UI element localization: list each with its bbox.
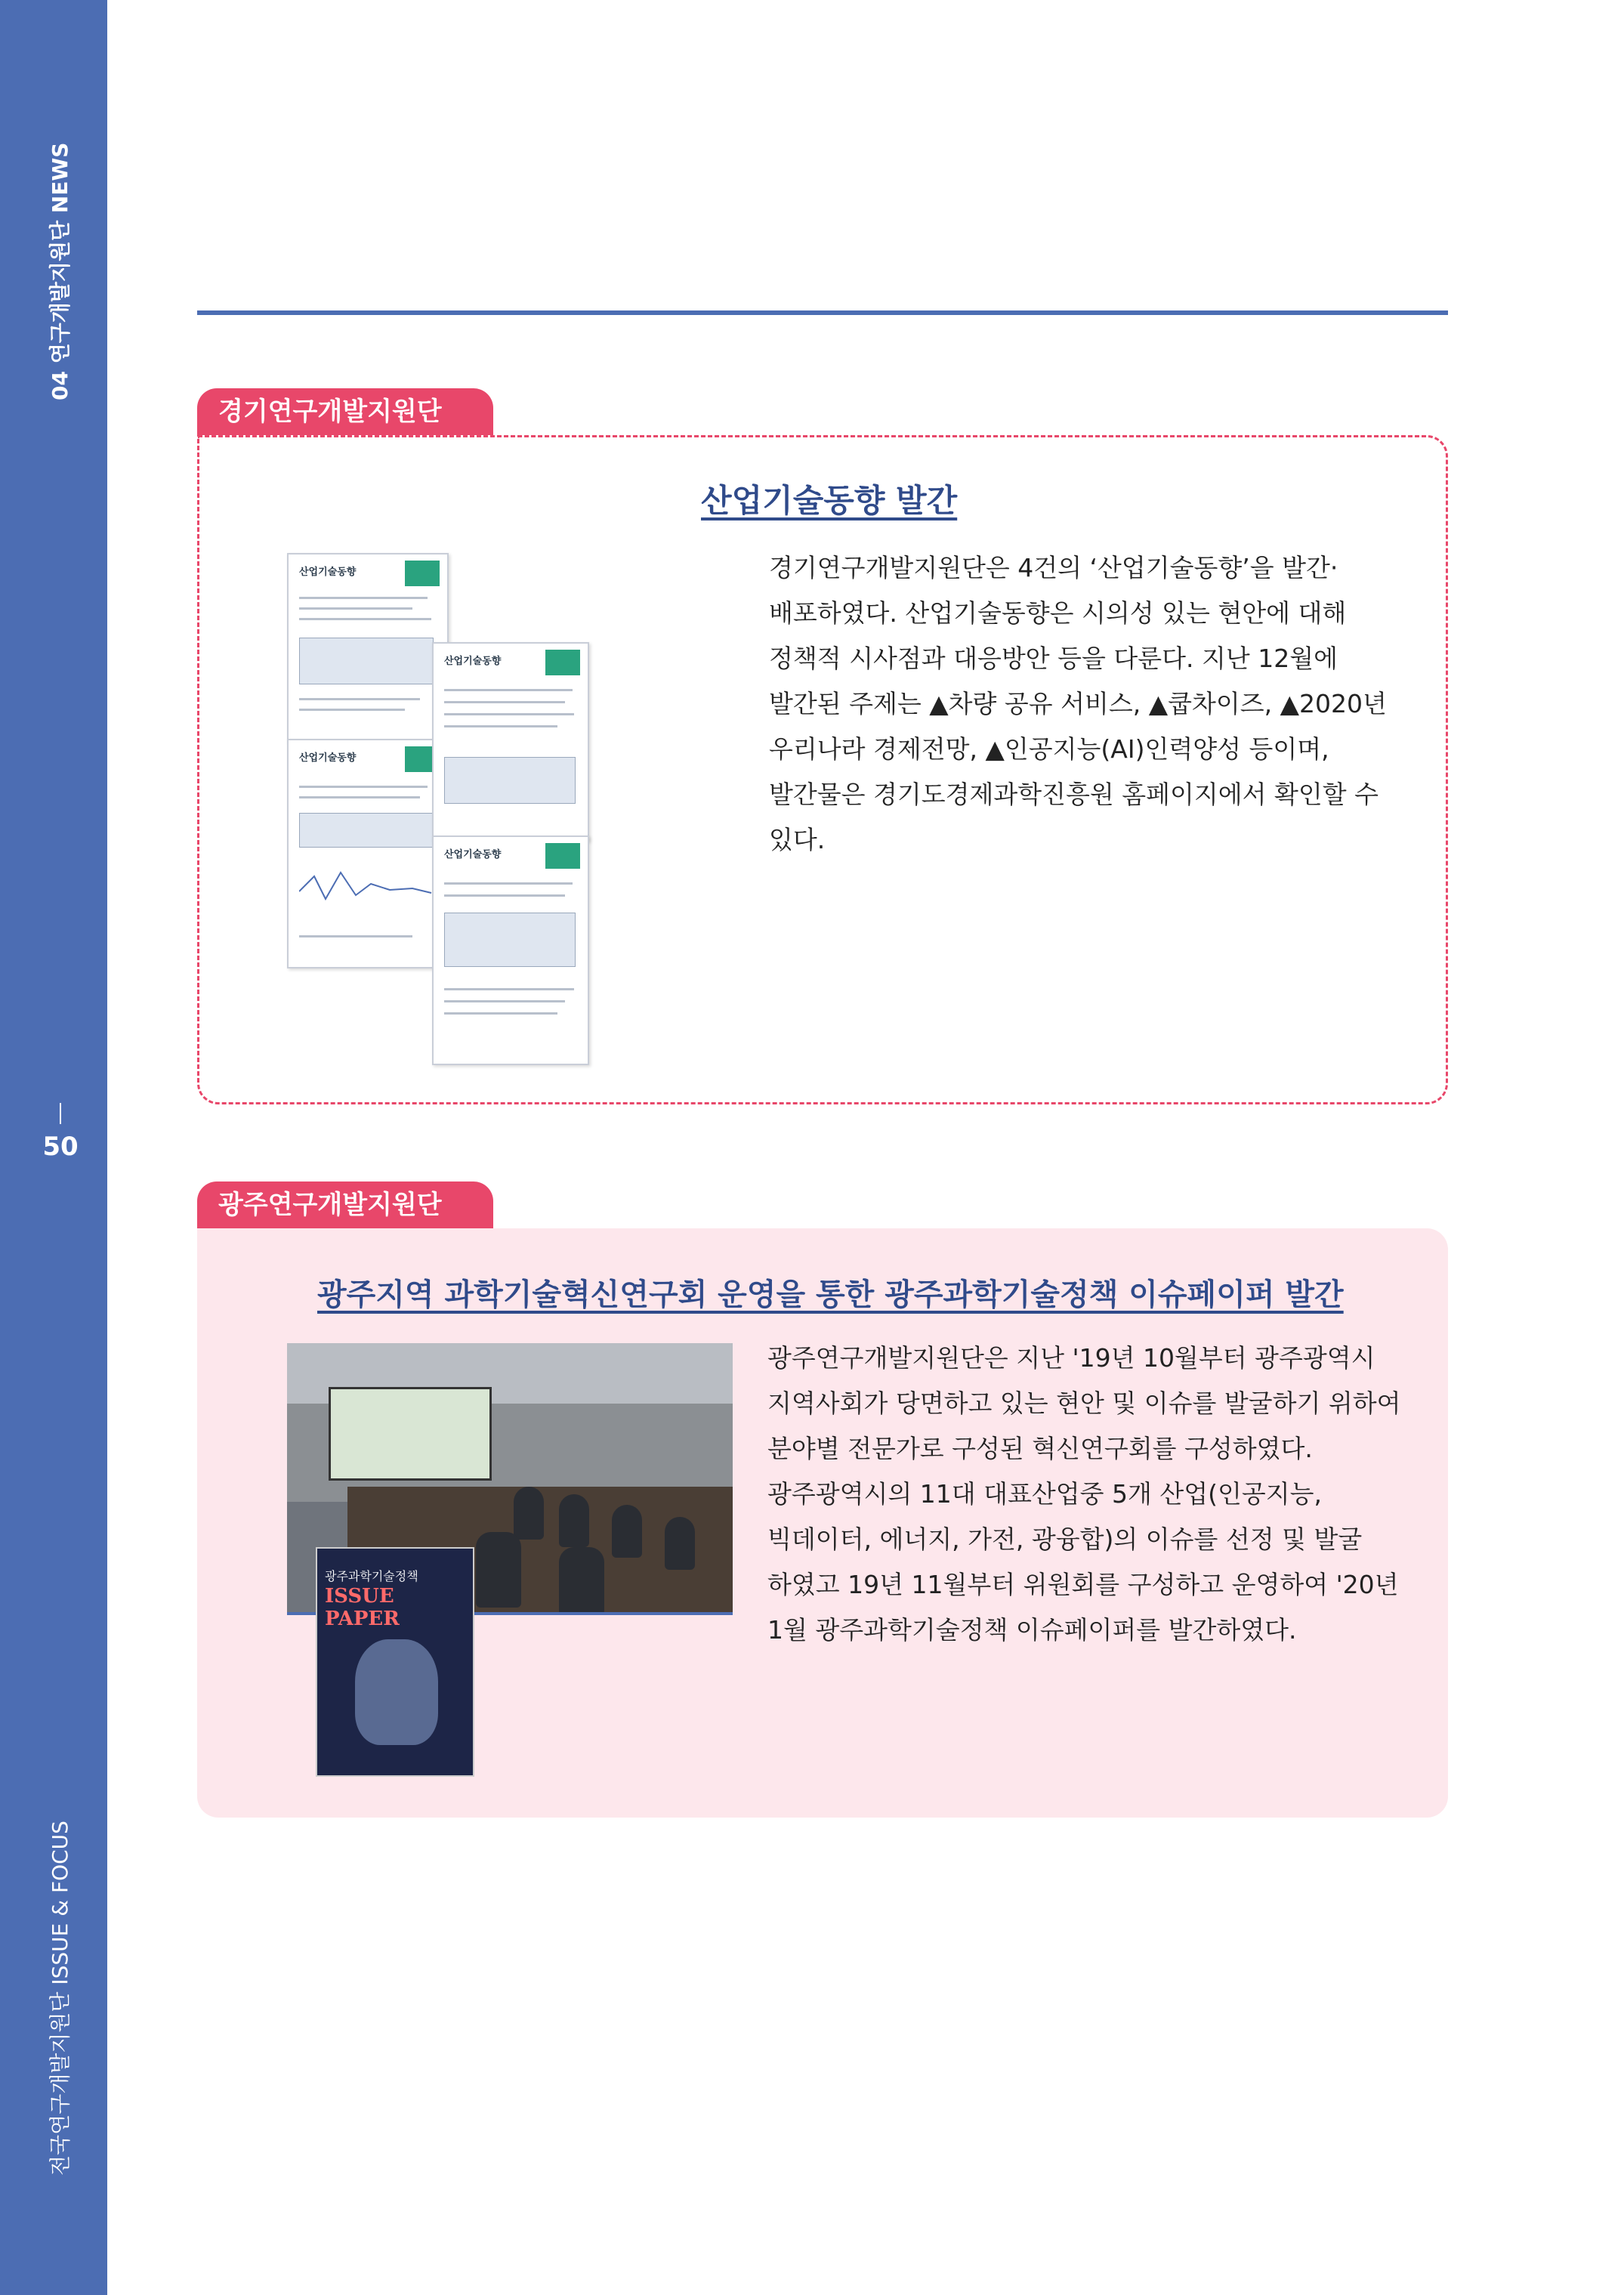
- report-thumbnail-title: 산업기술동향: [299, 752, 357, 764]
- gwangju-tab: 광주연구개발지원단: [197, 1181, 493, 1228]
- report-thumbnail-title: 산업기술동향: [444, 656, 502, 667]
- gyeonggi-tab: 경기연구개발지원단: [197, 388, 493, 435]
- body-line: 광주광역시의 11대 대표산업중 5개 산업(인공지능,: [767, 1479, 1322, 1509]
- report-thumbnail-title: 산업기술동향: [444, 849, 502, 860]
- report-thumbnail-1: [287, 553, 449, 742]
- body-line: 발간된 주제는 ▲차량 공유 서비스, ▲쿱차이즈, ▲2020년: [769, 689, 1387, 718]
- page-number-tick: [60, 1103, 61, 1124]
- report-thumbnail-3: [432, 642, 589, 842]
- report-thumbnail-4: [432, 836, 589, 1065]
- page-number: 50: [42, 1132, 79, 1162]
- publication-label: 전국연구개발지원단 ISSUE & FOCUS: [48, 1821, 73, 2176]
- robot-hand-image: [355, 1639, 438, 1745]
- body-line: 지역사회가 당면하고 있는 현안 및 이슈를 발굴하기 위하여: [767, 1388, 1401, 1418]
- body-line: 정책적 시사점과 대응방안 등을 다룬다. 지난 12월에: [769, 644, 1338, 673]
- gwangju-body: [767, 1336, 1401, 1653]
- gwangju-title: 광주지역 과학기술혁신연구회 운영을 통한 광주과학기술정책 이슈페이퍼 발간: [317, 1277, 1344, 1312]
- body-line: 1월 광주과학기술정책 이슈페이퍼를 발간하였다.: [767, 1615, 1297, 1645]
- gyeonggi-body: [769, 545, 1388, 863]
- report-thumbnail-2: [287, 739, 449, 968]
- projection-screen: [329, 1387, 492, 1481]
- report-badge: [545, 843, 580, 869]
- body-line: 분야별 전문가로 구성된 혁신연구회를 구성하였다.: [767, 1434, 1313, 1463]
- gyeonggi-title: 산업기술동향 발간: [701, 482, 958, 519]
- report-badge: [545, 650, 580, 675]
- issue-paper-cover: [316, 1547, 474, 1777]
- trend-line-graphic: [299, 861, 435, 914]
- report-thumbnail-title: 산업기술동향: [299, 567, 357, 578]
- body-line: 배포하였다. 산업기술동향은 시의성 있는 현안에 대해: [769, 598, 1347, 628]
- body-line: 우리나라 경제전망, ▲인공지능(AI)인력양성 등이며,: [769, 734, 1329, 764]
- cover-subtitle: 광주과학기술정책: [325, 1569, 418, 1583]
- report-badge: [405, 561, 440, 586]
- body-line: 빅데이터, 에너지, 가전, 광융합)의 이슈를 선정 및 발굴: [767, 1524, 1363, 1554]
- body-line: 발간물은 경기도경제과학진흥원 홈페이지에서 확인할 수: [769, 780, 1379, 809]
- body-line: 있다.: [769, 825, 826, 854]
- top-divider: [197, 310, 1448, 315]
- body-line: 광주연구개발지원단은 지난 '19년 10월부터 광주광역시: [767, 1343, 1375, 1373]
- cover-title: ISSUE PAPER: [325, 1585, 400, 1630]
- body-line: 하였고 19년 11월부터 위원회를 구성하고 운영하여 '20년: [767, 1570, 1399, 1599]
- section-label: 04 연구개발지원단 NEWS: [48, 142, 73, 400]
- body-line: 경기연구개발지원단은 4건의 ‘산업기술동향’을 발간·: [769, 553, 1338, 582]
